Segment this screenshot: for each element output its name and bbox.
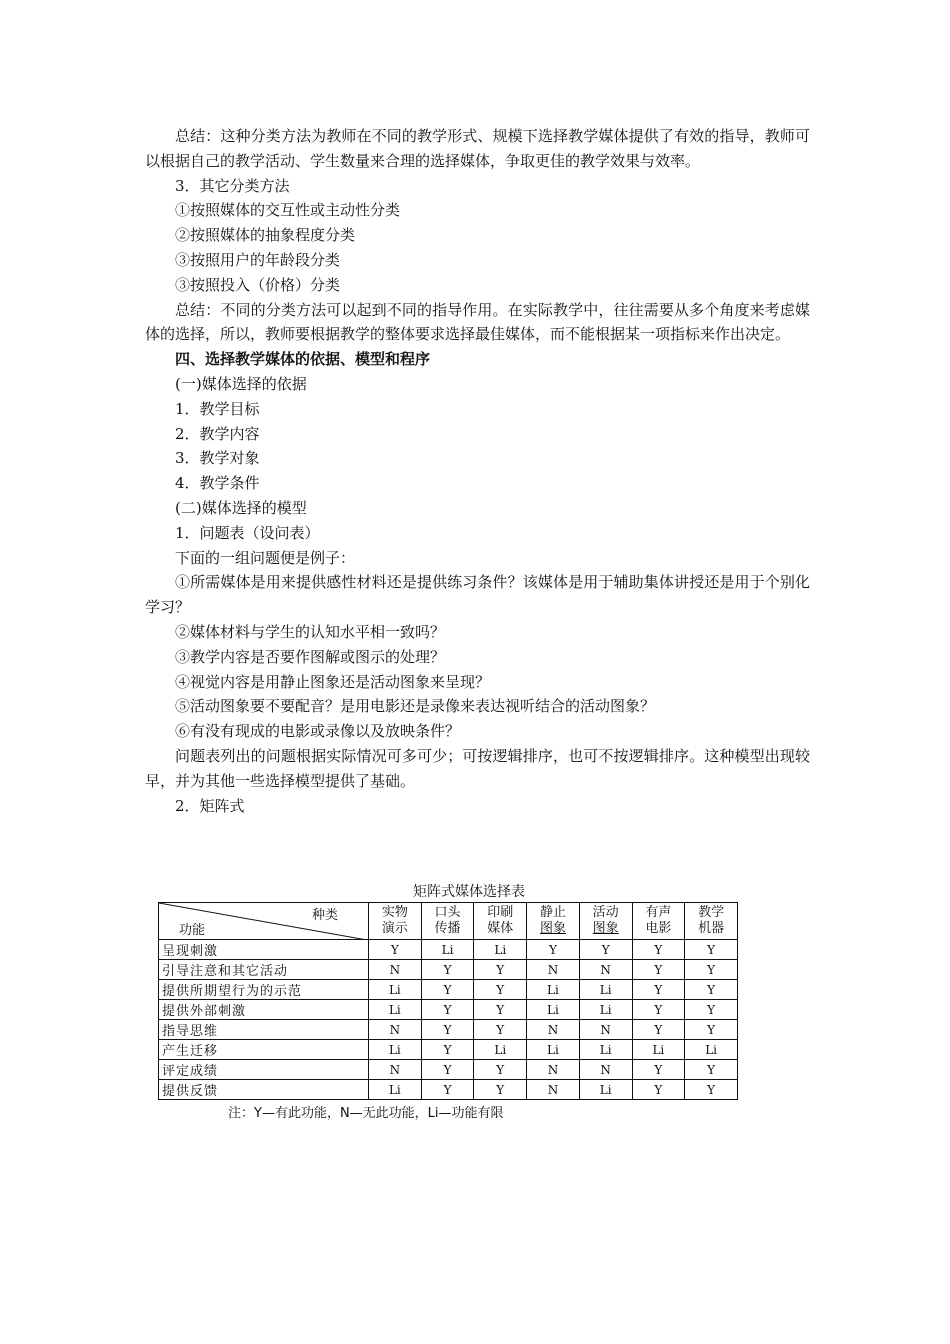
problem-table-summary: 问题表列出的问题根据实际情况可多可少；可按逻辑排序，也可不按逻辑排序。这种模型出现较早，并为其他一些选择模型提供了基础。: [145, 746, 810, 790]
table-cell: N: [527, 1060, 580, 1080]
table-row: [159, 1020, 738, 1040]
question-item: ②媒体材料与学生的认知水平相一致吗？: [175, 622, 446, 641]
table-cell: N: [527, 960, 580, 980]
table-header-row: [159, 903, 738, 940]
table-cell: Y: [369, 940, 422, 960]
table-row: [159, 1000, 738, 1020]
question-item: ⑤活动图象要不要配音？是用电影还是录像来表达视听结合的活动图象？: [175, 697, 656, 716]
summary-paragraph-2: 总结：不同的分类方法可以起到不同的指导作用。在实际教学中，往往需要从多个角度来考虑媒体的选择，所以，教师要根据教学的整体要求选择最佳媒体，而不能根据某一项指标来作出决定。: [145, 300, 810, 344]
table-cell: Li: [579, 980, 632, 1000]
table-row: [159, 980, 738, 1000]
table-cell: Y: [421, 980, 474, 1000]
table-cell: Y: [632, 960, 685, 980]
table-cell: Y: [632, 1080, 685, 1100]
table-cell: N: [369, 1060, 422, 1080]
corner-bottom-label: 功能: [179, 923, 206, 938]
column-header: 实物 演示: [369, 903, 422, 940]
intro-line: 下面的一组问题便是例子：: [175, 548, 356, 567]
column-header: 教学 机器: [685, 903, 738, 940]
column-header: 活动 图象: [579, 903, 632, 940]
section-3-heading: 3．其它分类方法: [175, 176, 290, 195]
column-header: 印刷 媒体: [474, 903, 527, 940]
table-cell: Y: [632, 1000, 685, 1020]
column-header: 有声 电影: [632, 903, 685, 940]
table-cell: Y: [685, 980, 738, 1000]
row-label: 提供外部刺激: [159, 1000, 369, 1020]
list-item: 1．问题表（设问表）: [175, 523, 320, 542]
row-label: 引导注意和其它活动: [159, 960, 369, 980]
table-cell: Y: [579, 940, 632, 960]
table-cell: Y: [685, 940, 738, 960]
table-cell: Li: [421, 940, 474, 960]
matrix-table-figure: [158, 882, 740, 1121]
subsection-heading: (一)媒体选择的依据: [175, 374, 307, 393]
table-cell: Li: [527, 980, 580, 1000]
table-cell: Y: [685, 1080, 738, 1100]
table-note: 注：Y—有此功能，N—无此功能，Li—功能有限: [228, 1106, 504, 1121]
section-4-heading: 四、选择教学媒体的依据、模型和程序: [175, 350, 431, 369]
table-cell: Li: [474, 940, 527, 960]
list-item: ③按照投入（价格）分类: [175, 275, 341, 294]
table-row: [159, 1060, 738, 1080]
table-cell: Y: [474, 1020, 527, 1040]
list-item: 3．教学对象: [175, 449, 260, 468]
list-item: ②按照媒体的抽象程度分类: [175, 226, 356, 245]
table-cell: Y: [421, 1020, 474, 1040]
table-cell: Y: [685, 1000, 738, 1020]
table-cell: Y: [421, 960, 474, 980]
table-cell: Y: [632, 980, 685, 1000]
list-item: 4．教学条件: [175, 474, 260, 493]
table-cell: Li: [632, 1040, 685, 1060]
question-item: ③教学内容是否要作图解或图示的处理？: [175, 647, 446, 666]
row-label: 产生迁移: [159, 1040, 369, 1060]
summary-paragraph-1: 总结：这种分类方法为教师在不同的教学形式、规模下选择教学媒体提供了有效的指导，教师可以根据自己的教学活动、学生数量来合理的选择媒体，争取更佳的教学效果与效率。: [145, 127, 810, 170]
question-item: ①所需媒体是用来提供感性材料还是提供练习条件？该媒体是用于辅助集体讲授还是用于个别化学习？: [145, 573, 810, 617]
question-item: ④视觉内容是用静止图象还是活动图象来呈现？: [175, 672, 491, 691]
table-cell: N: [579, 1020, 632, 1040]
column-header: 静止 图象: [527, 903, 580, 940]
table-cell: N: [369, 1020, 422, 1040]
table-cell: N: [369, 960, 422, 980]
table-cell: Li: [369, 980, 422, 1000]
table-cell: Li: [685, 1040, 738, 1060]
table-cell: Li: [579, 1000, 632, 1020]
list-item: 1．教学目标: [175, 399, 260, 418]
list-item: ①按照媒体的交互性或主动性分类: [175, 201, 401, 220]
table-cell: Y: [474, 980, 527, 1000]
table-cell: Y: [632, 940, 685, 960]
table-cell: Y: [474, 960, 527, 980]
table-cell: Y: [632, 1020, 685, 1040]
table-cell: Y: [632, 1060, 685, 1080]
table-row: [159, 1040, 738, 1060]
table-cell: Li: [527, 1040, 580, 1060]
table-cell: Li: [474, 1040, 527, 1060]
list-item: 2．矩阵式: [175, 796, 245, 815]
row-label: 指导思维: [159, 1020, 369, 1040]
table-cell: Y: [685, 960, 738, 980]
table-row: [159, 1080, 738, 1100]
table-cell: Y: [685, 1020, 738, 1040]
table-cell: Y: [421, 1000, 474, 1020]
table-cell: Y: [527, 940, 580, 960]
table-cell: Li: [369, 1040, 422, 1060]
subsection-heading: (二)媒体选择的模型: [175, 498, 307, 517]
table-cell: Li: [579, 1080, 632, 1100]
table-cell: N: [579, 960, 632, 980]
matrix-table: [158, 902, 738, 1100]
column-header: 口头 传播: [421, 903, 474, 940]
table-cell: Y: [474, 1000, 527, 1020]
table-cell: Li: [369, 1000, 422, 1020]
table-cell: Li: [369, 1080, 422, 1100]
row-label: 提供反馈: [159, 1080, 369, 1100]
list-item: ③按照用户的年龄段分类: [175, 250, 341, 269]
table-cell: Y: [474, 1060, 527, 1080]
table-row: [159, 940, 738, 960]
table-cell: N: [527, 1020, 580, 1040]
row-label: 评定成绩: [159, 1060, 369, 1080]
table-cell: Y: [474, 1080, 527, 1100]
document-body: [145, 124, 810, 818]
question-item: ⑥有没有现成的电影或录像以及放映条件？: [175, 722, 461, 741]
table-cell: Li: [579, 1040, 632, 1060]
table-row: [159, 960, 738, 980]
table-cell: N: [579, 1060, 632, 1080]
table-cell: Li: [527, 1000, 580, 1020]
row-label: 提供所期望行为的示范: [159, 980, 369, 1000]
table-cell: Y: [685, 1060, 738, 1080]
table-cell: Y: [421, 1060, 474, 1080]
table-cell: Y: [421, 1080, 474, 1100]
list-item: 2．教学内容: [175, 424, 260, 443]
table-cell: Y: [421, 1040, 474, 1060]
corner-top-label: 种类: [311, 908, 338, 923]
table-corner-cell: [159, 903, 369, 940]
row-label: 呈现刺激: [159, 940, 369, 960]
table-cell: N: [527, 1080, 580, 1100]
table-title: 矩阵式媒体选择表: [413, 884, 525, 900]
